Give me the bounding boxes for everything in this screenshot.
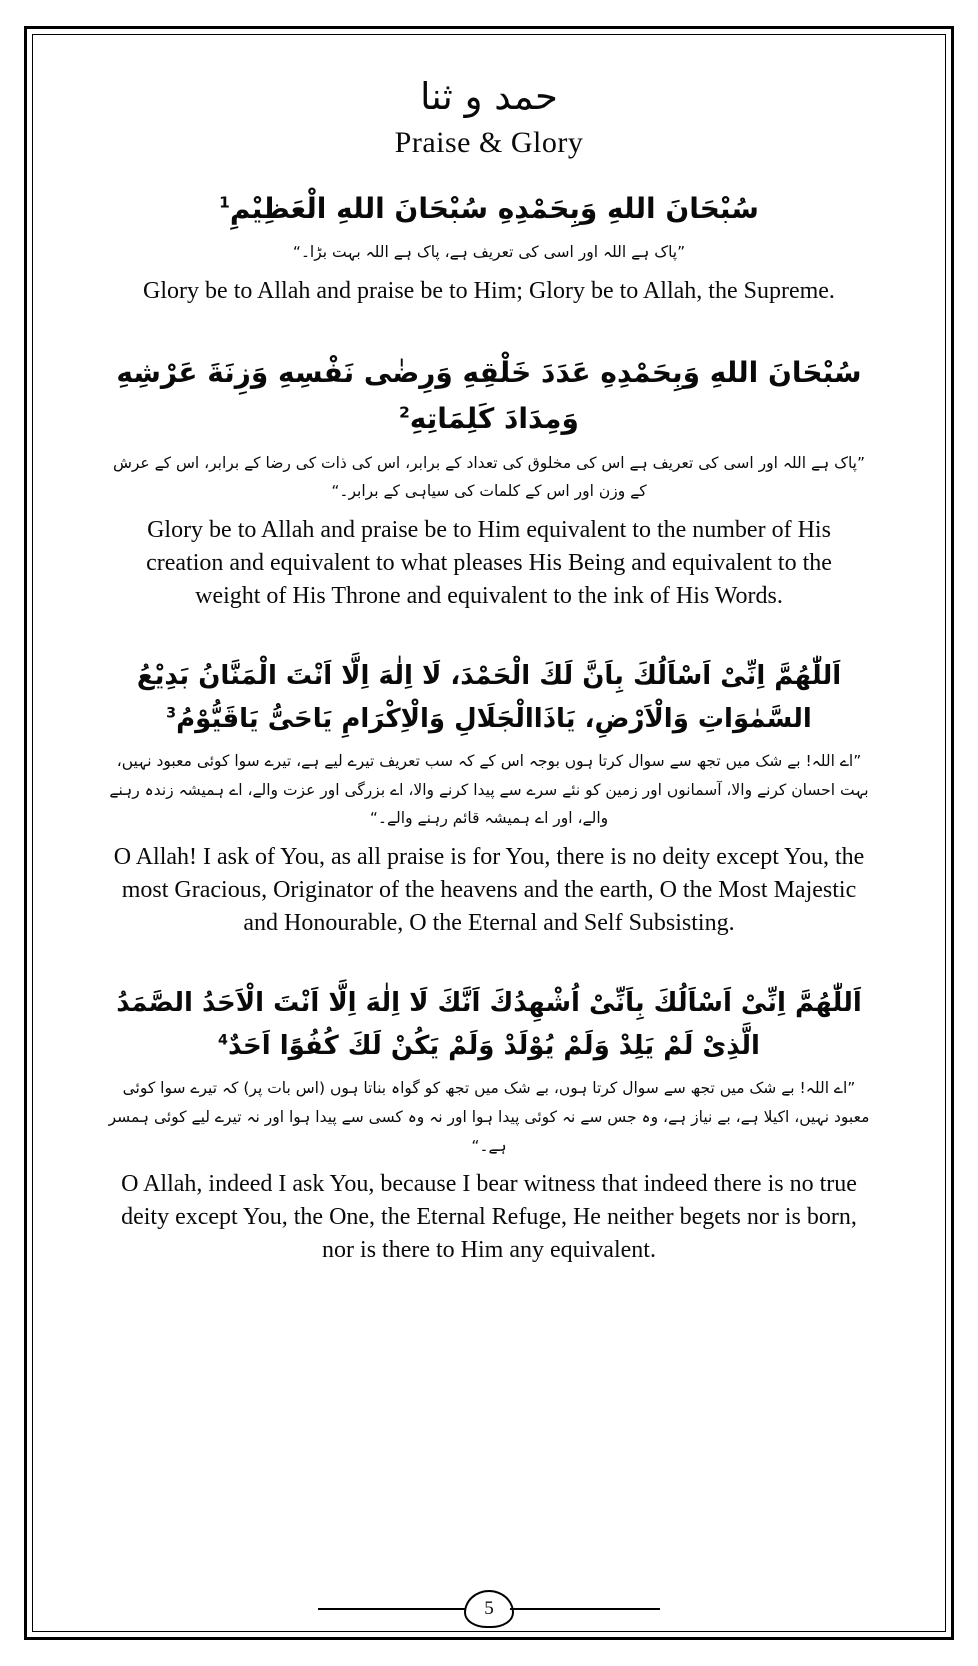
arabic-text: اَللّٰهُمَّ اِنِّىْ اَسْاَلُكَ بِاَنَّ لَكَ الْحَمْدَ، لَا اِلٰهَ اِلَّا اَنْتَ الْمَنَّانُ بَدِيْعُ السَّمٰوَاتِ وَالْاَرْضِ، يَاذَاالْجَلَالِ وَالْاِكْرَامِ يَاحَىُّ يَاقَيُّوْمُ$^3$	[136, 661, 842, 735]
dua-block-4	[79, 982, 899, 1267]
page-number: 5	[464, 1590, 514, 1628]
dua-block-1	[79, 186, 899, 308]
page-footer	[0, 1590, 978, 1628]
english-translation: O Allah! I ask of You, as all praise is for You, there is no deity except You, the most Gracious, Originator of the heavens and the earth, O the Most Majestic and Honourable, O the Eternal and Self Subsisting.	[113, 844, 865, 937]
arabic-text: سُبْحَانَ اللهِ وَبِحَمْدِهِ عَدَدَ خَلْقِهِ وَرِضٰى نَفْسِهِ وَزِنَةَ عَرْشِهِ وَمِدَادَ كَلِمَاتِهِ$^2$	[116, 356, 862, 436]
urdu-translation: ”پاک ہے اللہ اور اسی کی تعریف ہے اس کی مخلوق کی تعداد کے برابر، اس کی ذات کی رضا کے برابر، اس کے عرش کے وزن اور اس کے کلمات کی سیاہی کے برابر۔“	[112, 453, 866, 501]
dua-block-2	[79, 350, 899, 613]
english-translation: Glory be to Allah and praise be to Him; Glory be to Allah, the Supreme.	[143, 278, 835, 305]
arabic-text: سُبْحَانَ اللهِ وَبِحَمْدِهِ سُبْحَانَ اللهِ الْعَظِيْمِ$^1$	[219, 192, 759, 226]
footnote-marker: 2	[399, 404, 410, 423]
footnote-marker: 3	[166, 705, 177, 722]
arabic-text: اَللّٰهُمَّ اِنِّىْ اَسْاَلُكَ بِاَنِّىْ اُشْهِدُكَ اَنَّكَ لَا اِلٰهَ اِلَّا اَنْتَ الْاَحَدُ الصَّمَدُ الَّذِىْ لَمْ يَلِدْ وَلَمْ يُوْلَدْ وَلَمْ يَكُنْ لَكَ كُفُوًا اَحَدٌ$^4$	[116, 988, 862, 1062]
footnote-marker: 4	[218, 1032, 228, 1049]
english-translation: Glory be to Allah and praise be to Him equivalent to the number of His creation and equivalent to what pleases His Being and equivalent to the weight of His Throne and equivalent to the ink of His Words.	[146, 516, 832, 610]
footer-rule-right	[510, 1608, 660, 1610]
urdu-translation: ”پاک ہے اللہ اور اسی کی تعریف ہے، پاک ہے اللہ بہت بڑا۔“	[292, 243, 686, 262]
urdu-translation: ”اے اللہ! بے شک میں تجھ سے سوال کرتا ہوں بوجہ اس کے کہ سب تعریف تیرے لیے ہے، تیرے سوا کوئی معبود نہیں، بہت احسان کرنے والا، آسمانوں اور زمین کو نئے سرے سے پیدا کرنے والا، اے بزرگی اور عزت والے، اے ہمیشہ زندہ رہنے والے، اور اے ہمیشہ قائم رہنے والے۔“	[109, 752, 869, 828]
english-translation: O Allah, indeed I ask You, because I bear witness that indeed there is no true deity except You, the One, the Eternal Refuge, He neither begets nor is born, nor is there to Him any equivalent.	[121, 1171, 857, 1264]
urdu-translation: ”اے اللہ! بے شک میں تجھ سے سوال کرتا ہوں، بے شک میں تجھ کو گواہ بناتا ہوں (اس بات پر) کہ تیرے سوا کوئی معبود نہیں، اکیلا ہے، بے نیاز ہے، وہ جس سے نہ کوئی پیدا ہوا اور نہ وہ کسی سے پیدا ہوا اور نہ تیرے لیے کوئی ہمسر ہے۔“	[108, 1079, 870, 1155]
dua-block-3	[79, 655, 899, 940]
footer-rule-left	[318, 1608, 468, 1610]
page-title-english: Praise & Glory	[394, 126, 584, 160]
footnote-marker: 1	[219, 193, 230, 212]
page-title-urdu: حمد و ثنا	[420, 75, 558, 118]
page-content	[79, 22, 899, 1268]
